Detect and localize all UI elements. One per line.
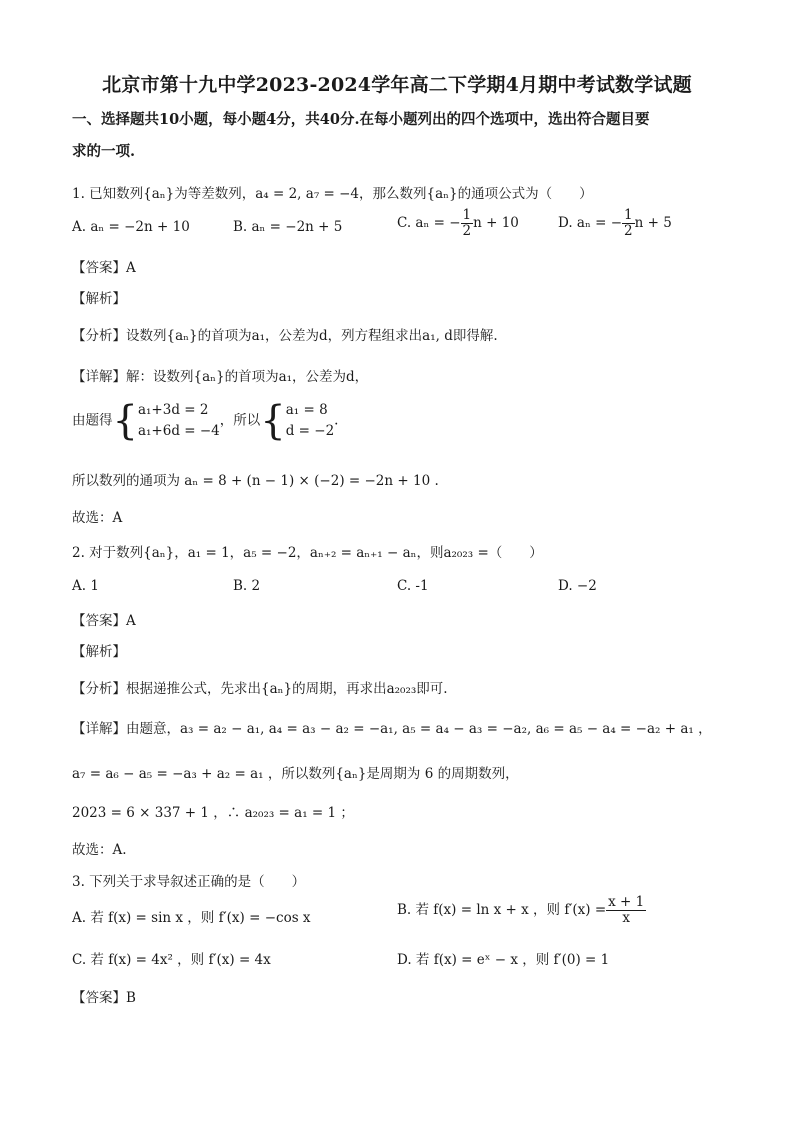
q1-system-middle: ，所以: [219, 412, 261, 429]
q1-option-d-suffix: n + 5: [634, 214, 672, 231]
q3-option-b: [397, 895, 646, 926]
q1-stem: 1. 已知数列{aₙ}为等差数列，a₄ = 2, a₇ = −4，那么数列{aₙ}的通项公式为（ ）: [72, 186, 593, 202]
q1-system-end: .: [334, 412, 339, 429]
left-brace-icon: {: [112, 398, 138, 444]
q3-answer: 【答案】B: [72, 990, 136, 1006]
q1-equation-system: [72, 400, 338, 442]
q1-system-equations: [138, 400, 220, 442]
q1-analysis: 【分析】设数列{aₙ}的首项为a₁，公差为d，列方程组求出a₁, d即得解.: [72, 328, 498, 344]
q1-system-res1: a₁ = 8: [285, 402, 328, 418]
q2-answer: 【答案】A: [72, 613, 136, 629]
q1-system-eq2: a₁+6d = −4: [137, 423, 220, 439]
q2-choose: 故选：A.: [72, 842, 127, 858]
section-heading-line1: 一、选择题共10小题，每小题4分，共40分.在每小题列出的四个选项中，选出符合题目要: [72, 111, 650, 128]
q3-option-a: A. 若 f(x) = sin x ，则 f′(x) = −cos x: [72, 910, 311, 926]
q2-detail-line2: a₇ = a₆ − a₅ = −a₃ + a₂ = a₁ ，所以数列{aₙ}是周期为 6 的周期数列，: [72, 766, 519, 782]
q1-answer: 【答案】A: [72, 260, 136, 276]
q1-detail: 【详解】解：设数列{aₙ}的首项为a₁，公差为d，: [72, 369, 369, 385]
q3-stem: 3. 下列关于求导叙述正确的是（ ）: [72, 874, 306, 890]
q1-option-d-fraction: [622, 208, 635, 239]
q1-option-c-numerator: 1: [462, 207, 472, 223]
q1-option-b: B. aₙ = −2n + 5: [233, 219, 343, 235]
q1-option-d-numerator: 1: [624, 207, 633, 223]
q1-analysis-label: 【解析】: [72, 291, 126, 307]
q1-option-d: [558, 208, 672, 239]
q1-option-c-suffix: n + 10: [473, 214, 519, 231]
q1-option-c-prefix: C. aₙ = −: [397, 214, 461, 231]
q1-option-c-denominator: 2: [462, 222, 472, 239]
q1-system-prefix: 由题得: [72, 412, 113, 429]
q3-option-b-prefix: B. 若 f(x) = ln x + x ，则 f′(x) =: [397, 901, 607, 918]
q3-option-d: D. 若 f(x) = eˣ − x ，则 f′(0) = 1: [397, 952, 610, 968]
q2-option-a: A. 1: [72, 578, 99, 594]
q2-option-d: D. −2: [558, 578, 597, 594]
q2-option-c: C. -1: [397, 578, 429, 594]
section-heading-line2: 求的一项.: [72, 143, 136, 160]
q1-option-c-fraction: [461, 208, 474, 239]
q1-option-a: A. aₙ = −2n + 10: [72, 219, 190, 235]
q1-option-d-denominator: 2: [624, 222, 633, 239]
q3-option-b-numerator: x + 1: [608, 894, 645, 910]
q2-analysis: 【分析】根据递推公式，先求出{aₙ}的周期，再求出a₂₀₂₃即可.: [72, 681, 448, 697]
left-brace-icon: {: [260, 398, 286, 444]
q3-option-b-denominator: x: [622, 909, 631, 926]
q1-option-d-prefix: D. aₙ = −: [558, 214, 623, 231]
q1-system-results: [286, 400, 334, 442]
q1-system-eq1: a₁+3d = 2: [137, 402, 209, 418]
q3-option-b-fraction: [606, 895, 646, 926]
q2-analysis-label: 【解析】: [72, 644, 126, 660]
q2-option-b: B. 2: [233, 578, 261, 594]
q1-general-term: 所以数列的通项为 aₙ = 8 + (n − 1) × (−2) = −2n + 10 .: [72, 473, 439, 489]
q3-option-c: C. 若 f(x) = 4x² ，则 f′(x) = 4x: [72, 952, 271, 968]
q1-system-res2: d = −2: [285, 423, 335, 439]
q1-option-c: [397, 208, 519, 239]
q1-choose: 故选：A: [72, 510, 123, 526]
page-title: 北京市第十九中学2023-2024学年高二下学期4月期中考试数学试题: [102, 74, 692, 96]
q2-stem: 2. 对于数列{aₙ}，a₁ = 1，a₅ = −2，aₙ₊₂ = aₙ₊₁ − aₙ，则a₂₀₂₃ =（ ）: [72, 545, 543, 561]
q2-detail: 【详解】由题意，a₃ = a₂ − a₁, a₄ = a₃ − a₂ = −a₁, a₅ = a₄ − a₃ = −a₂, a₆ = a₅ − a₄ = −a₂ + a₁ ，: [72, 721, 712, 737]
q2-detail-line3: 2023 = 6 × 337 + 1 ，∴ a₂₀₂₃ = a₁ = 1 ；: [72, 805, 354, 821]
